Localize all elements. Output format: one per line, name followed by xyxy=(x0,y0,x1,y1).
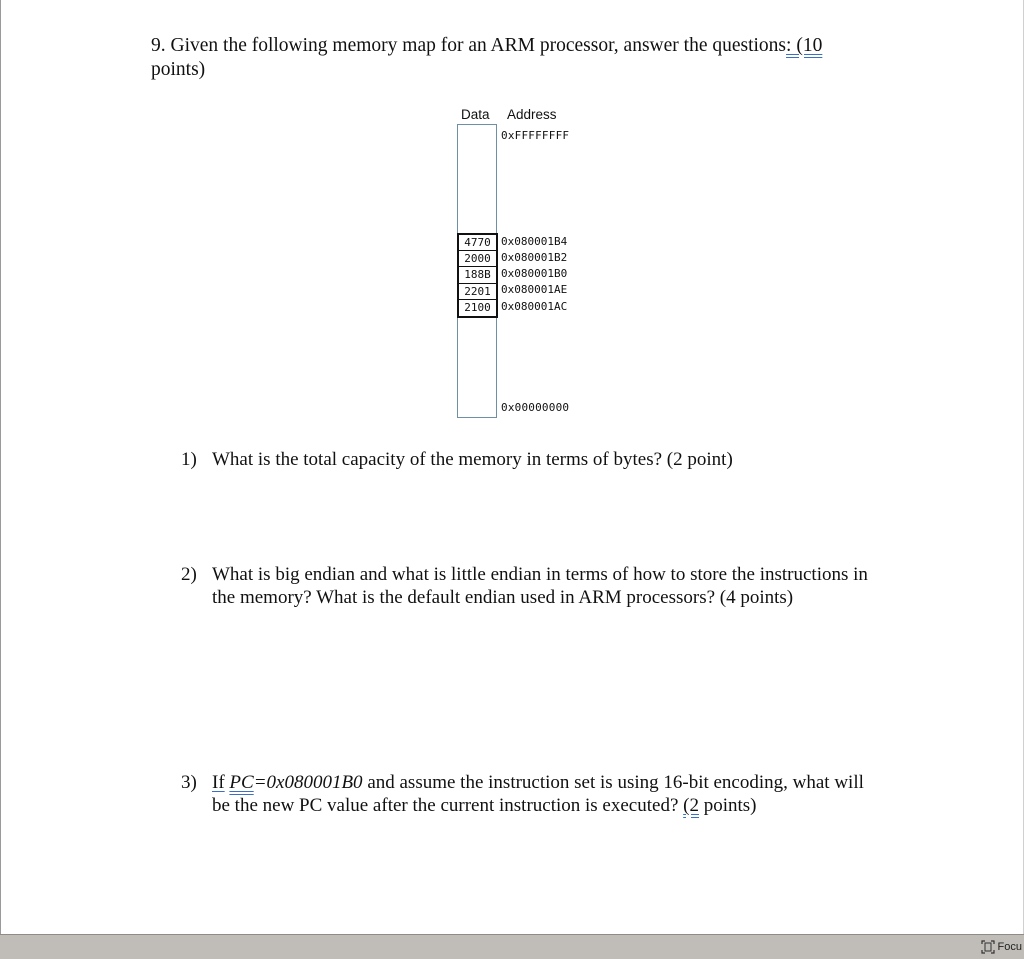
address-column-header: Address xyxy=(507,107,557,122)
memory-cell: 188B xyxy=(459,267,496,283)
sub-question-text xyxy=(212,771,877,817)
cell-address: 0x080001AC xyxy=(501,300,568,313)
if-word: If xyxy=(212,772,225,793)
cell-address: 0x080001B4 xyxy=(501,235,568,248)
memory-cells xyxy=(457,233,498,318)
bottom-address: 0x00000000 xyxy=(501,401,570,414)
sub-question-number: 1) xyxy=(181,449,197,470)
sub-question-number: 3) xyxy=(181,772,197,793)
question-points-underlined: : (10 xyxy=(786,35,823,56)
memory-cell: 2201 xyxy=(459,284,496,300)
pc-label: PC xyxy=(229,772,254,793)
memory-cell: 2100 xyxy=(464,300,491,314)
sub-question-text: What is the total capacity of the memory in terms of bytes? (2 point) xyxy=(212,449,733,470)
memory-map xyxy=(450,104,650,424)
question-heading-text: 9. Given the following memory map for an ARM processor, answer the questions xyxy=(151,35,787,56)
status-bar xyxy=(0,934,1024,959)
cell-address: 0x080001B2 xyxy=(501,251,568,264)
top-address: 0xFFFFFFFF xyxy=(501,129,570,142)
sub-question-text: What is big endian and what is little endian in terms of how to store the instructions in the memory? What is the default endian used in ARM processors? (4 points) xyxy=(212,564,868,608)
points-paren: (2 xyxy=(683,795,699,816)
data-column-header: Data xyxy=(461,107,490,122)
focus-icon xyxy=(981,940,995,954)
memory-cell: 2000 xyxy=(459,251,496,267)
question-heading-line2: points) xyxy=(151,59,206,80)
page-left-edge xyxy=(0,0,1,934)
points-label: points) xyxy=(698,795,757,816)
cell-address: 0x080001AE xyxy=(501,283,568,296)
focus-button[interactable] xyxy=(977,937,1024,957)
focus-label: Focu xyxy=(997,941,1022,953)
sub-question-body: and assume the instruction set is using 16-bit encoding, what will be the new PC value after the current instruction is executed? xyxy=(212,772,864,816)
sub-question-number: 2) xyxy=(181,564,197,585)
cell-address: 0x080001B0 xyxy=(501,267,568,280)
pc-value: =0x080001B0 xyxy=(253,772,363,793)
memory-cell: 4770 xyxy=(459,235,496,251)
question-heading xyxy=(151,34,871,82)
